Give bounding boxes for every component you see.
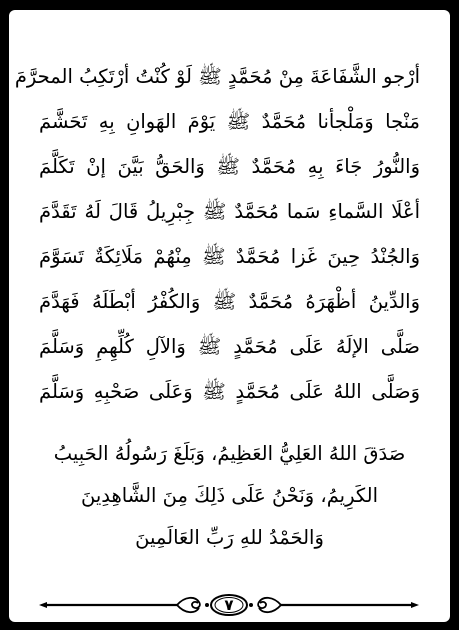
verse-line: أعْلَا السَّماءِ سَما مُحَمَّدٌ ﷺ جِبْرِيلُ قَالَ لَهُ تَقَدَّمَ	[39, 200, 420, 223]
verse-line: مَنْجا وَمَلْجأنا مُحَمَّدٌ ﷺ يَوْمَ الهَوانِ بِهِ تَحَشَّمَ	[39, 110, 420, 133]
closing-line: الكَرِيمُ، وَنَحْنُ عَلَى ذَلِكَ مِنَ الشَّاهِدِينَ	[80, 484, 379, 507]
page-number: ٧	[224, 596, 234, 614]
closing-prayer	[9, 433, 450, 559]
verse-line: وَالنُّورُ جَاءَ بِهِ مُحَمَّدٌ ﷺ وَالحَقُّ بَيَّنَ إنْ تَكَلَّمَ	[39, 155, 420, 178]
verse-line: وَالدِّينُ أظْهَرَهُ مُحَمَّدٌ ﷺ وَالكُفْرُ أبْطَلَهُ فَهَدَّمَ	[39, 290, 420, 313]
poem-verses	[9, 54, 450, 414]
verse-line: أرْجو الشَّفَاعَةَ مِنْ مُحَمَّدٍ ﷺ لَوْ كُنْتُ أرْتَكِبُ المحرَّمَ	[14, 65, 420, 88]
page-footer-ornament	[39, 594, 419, 616]
verse-line: وَصَلَّى اللهُ عَلَى مُحَمَّدٍ ﷺ وَعَلَى صَحْبِهِ وَسَلَّمَ	[39, 380, 420, 403]
closing-line: صَدَقَ اللهُ العَلِيُّ العَظِيمُ، وَبَلَغَ رَسُولُهُ الحَبِيبُ	[53, 442, 406, 465]
closing-line: وَالحَمْدُ للهِ رَبِّ العَالَمِينَ	[135, 526, 324, 549]
verse-line: صَلَّى الإلَهُ عَلَى مُحَمَّدٍ ﷺ وَالآلِ كُلِّهِمِ وَسَلَّمَ	[39, 335, 420, 358]
document-page	[9, 10, 450, 622]
verse-line: وَالجُنْدُ حِينَ غَزا مُحَمَّدٌ ﷺ مِنْهُمْ مَلَائِكَةٌ تَسَوَّمَ	[39, 245, 420, 268]
